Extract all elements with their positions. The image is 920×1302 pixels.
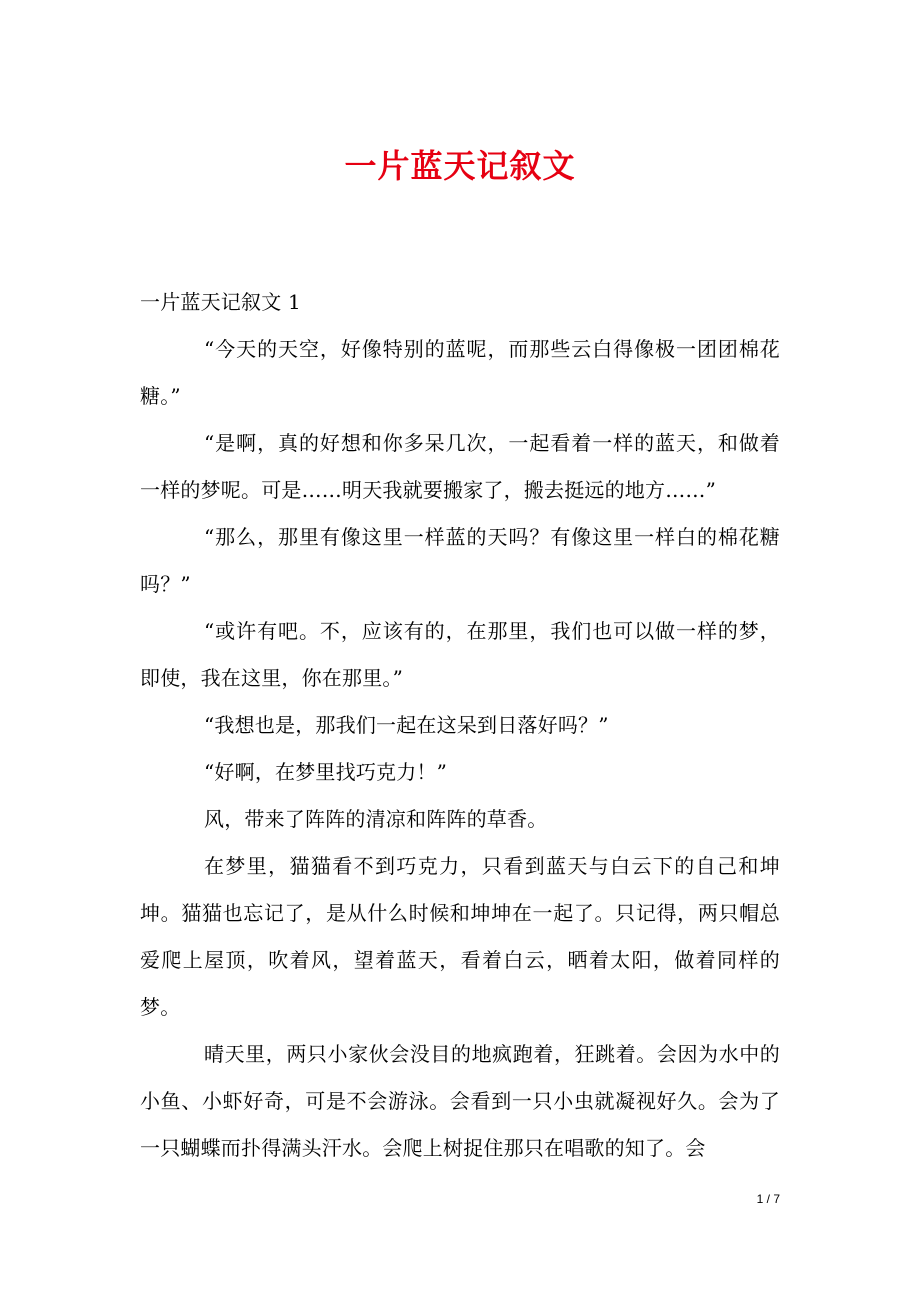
paragraph: 晴天里，两只小家伙会没目的地疯跑着，狂跳着。会因为水中的小鱼、小虾好奇，可是不会游泳。会看到一只小虫就凝视好久。会为了一只蝴蝶而扑得满头汗水。会爬上树捉住那只在唱歌的知了。会: [140, 1042, 780, 1160]
document-title: 一片蓝天记叙文: [344, 147, 576, 185]
paragraph: “那么，那里有像这里一样蓝的天吗？有像这里一样白的棉花糖吗？”: [140, 525, 780, 596]
paragraph: “我想也是，那我们一起在这呆到日落好吗？”: [204, 713, 609, 737]
paragraph: “或许有吧。不，应该有的，在那里，我们也可以做一样的梦，即使，我在这里，你在那里。”: [140, 619, 780, 690]
paragraph: “好啊，在梦里找巧克力！”: [204, 760, 448, 784]
paragraph: 在梦里，猫猫看不到巧克力，只看到蓝天与白云下的自己和坤坤。猫猫也忘记了，是从什么时候和坤坤在一起了。只记得，两只帽总爱爬上屋顶，吹着风，望着蓝天，看着白云，晒着太阳，做着同样的梦。: [140, 854, 780, 1019]
paragraph: 风，带来了阵阵的清凉和阵阵的草香。: [204, 807, 548, 831]
section-heading: 一片蓝天记叙文 1: [140, 290, 301, 314]
paragraph: “今天的天空，好像特别的蓝呢，而那些云白得像极一团团棉花糖。”: [140, 337, 780, 408]
paragraph: “是啊，真的好想和你多呆几次，一起看着一样的蓝天，和做着一样的梦呢。可是……明天我就要搬家了，搬去挺远的地方……”: [140, 431, 780, 502]
document-body: [140, 279, 780, 1172]
page-number: 1 / 7: [756, 1192, 780, 1206]
